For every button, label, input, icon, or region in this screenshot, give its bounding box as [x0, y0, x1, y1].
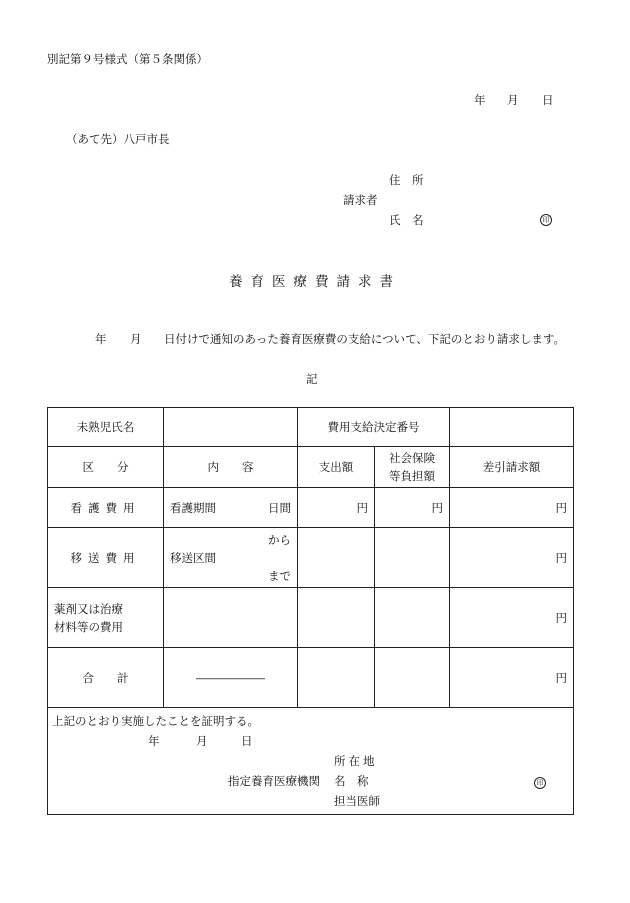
- table-row-certification: [48, 708, 574, 815]
- table-header-row: [48, 447, 574, 488]
- total-paid-cell[interactable]: [298, 648, 375, 708]
- document-title: 養育医療費請求書: [229, 274, 401, 290]
- cert-institution-label: 指定養育医療機関: [228, 774, 320, 788]
- addressee: （あて先）八戸市長: [66, 132, 170, 146]
- nursing-paid-cell[interactable]: 円: [298, 488, 375, 528]
- total-content-dash: ――――――: [164, 648, 298, 708]
- header-insurance-line2: 等負担額: [389, 469, 435, 483]
- nursing-content[interactable]: [164, 488, 298, 528]
- cert-year: 年: [148, 734, 160, 748]
- header-paid: 支出額: [298, 447, 375, 488]
- header-category: 区 分: [48, 447, 164, 488]
- transport-from-label: から: [268, 532, 291, 547]
- requester-seal-icon: 印: [540, 211, 552, 226]
- requester-address-label: 住 所: [389, 173, 424, 187]
- patient-name-label: 未熟児氏名: [48, 408, 164, 447]
- body-month: 月: [130, 332, 142, 346]
- ki-label: 記: [306, 372, 318, 386]
- body-text: 日付けで通知のあった養育医療費の支給について、下記のとおり請求します。: [164, 332, 566, 346]
- requester-role-label: 請求者: [343, 193, 378, 207]
- total-label: 合 計: [48, 648, 164, 708]
- table-row-transport: [48, 528, 574, 588]
- transport-label: 移送費用: [48, 528, 164, 588]
- cert-location-label: 所在地: [334, 754, 378, 768]
- table-row-total: [48, 648, 574, 708]
- drugs-content-cell[interactable]: [164, 588, 298, 648]
- header-balance: 差引請求額: [450, 447, 574, 488]
- body-year: 年: [95, 332, 107, 346]
- certification-statement: 上記のとおり実施したことを証明する。: [52, 714, 259, 728]
- nursing-insurance-cell[interactable]: 円: [375, 488, 450, 528]
- decision-number-label: 費用支給決定番号: [298, 408, 450, 447]
- table-row-patient: [48, 408, 574, 447]
- total-balance-cell[interactable]: 円: [450, 648, 574, 708]
- total-insurance-cell[interactable]: [375, 648, 450, 708]
- cert-doctor-label: 担当医師: [334, 794, 380, 808]
- cert-name-label: 名 称: [334, 774, 369, 788]
- date-month: 月: [507, 93, 519, 107]
- requester-name-label: 氏 名: [389, 213, 424, 227]
- cert-day: 日: [241, 734, 253, 748]
- header-content: 内 容: [164, 447, 298, 488]
- drugs-label-line2: 材料等の費用: [54, 619, 123, 634]
- transport-balance-cell[interactable]: 円: [450, 528, 574, 588]
- claim-table: [47, 407, 574, 815]
- decision-number-cell[interactable]: [450, 408, 574, 447]
- drugs-insurance-cell[interactable]: [375, 588, 450, 648]
- drugs-paid-cell[interactable]: [298, 588, 375, 648]
- cert-seal-icon: 印: [534, 772, 546, 790]
- cert-month: 月: [196, 734, 208, 748]
- transport-paid-cell[interactable]: [298, 528, 375, 588]
- certification-block: [48, 708, 574, 815]
- table-row-nursing: [48, 488, 574, 528]
- table-row-drugs: [48, 588, 574, 648]
- date-year: 年: [474, 93, 486, 107]
- transport-content[interactable]: [164, 528, 298, 588]
- patient-name-cell[interactable]: [164, 408, 298, 447]
- drugs-label-line1: 薬剤又は治療: [54, 601, 123, 616]
- date-day: 日: [542, 93, 554, 107]
- drugs-balance-cell[interactable]: 円: [450, 588, 574, 648]
- header-insurance-line1: 社会保険: [389, 451, 435, 465]
- nursing-days-label: 日間: [268, 500, 291, 515]
- transport-until-label: まで: [268, 568, 291, 583]
- form-number: 別記第９号様式（第５条関係）: [47, 52, 208, 66]
- nursing-label: 看護費用: [48, 488, 164, 528]
- drugs-label: [48, 588, 164, 648]
- nursing-balance-cell[interactable]: 円: [450, 488, 574, 528]
- transport-insurance-cell[interactable]: [375, 528, 450, 588]
- header-insurance: [375, 447, 450, 488]
- transport-section-label: 移送区間: [170, 550, 216, 565]
- nursing-period-label: 看護期間: [170, 500, 216, 515]
